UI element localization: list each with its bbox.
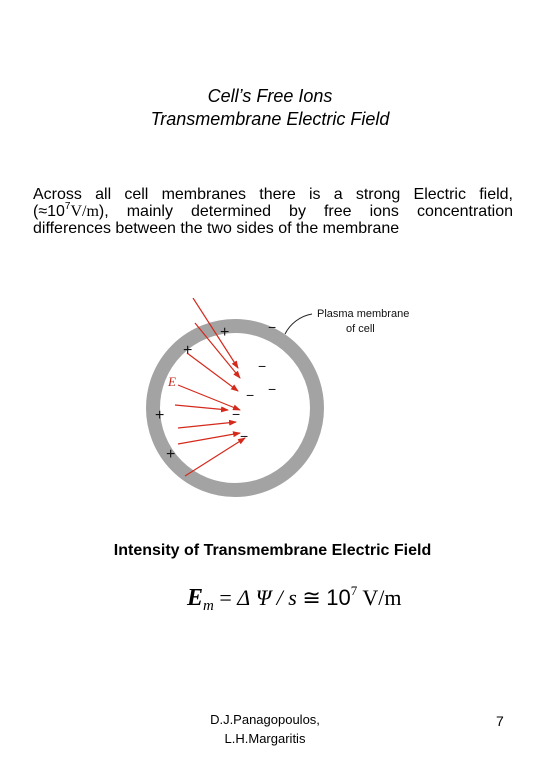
intro-text-after: ), mainly determined by free ions concentration differences between the two sides of the membrane	[33, 203, 513, 237]
slide-title-line1: Cell’s Free Ions	[207, 86, 333, 106]
formula-e: E	[187, 585, 204, 611]
section-subheading: Intensity of Transmembrane Electric Field	[113, 542, 432, 559]
minus-sign: −	[268, 319, 277, 335]
minus-sign: −	[240, 428, 249, 444]
field-magnitude-exponent: 7	[64, 201, 71, 212]
slide-title-line2: Transmembrane Electric Field	[150, 109, 390, 129]
membrane-label-line2: of cell	[346, 323, 375, 335]
field-e-label: E	[168, 374, 176, 389]
formula-base: 10	[326, 585, 351, 610]
formula-exponent: 7	[350, 583, 358, 598]
formula-slash: /	[271, 585, 289, 610]
formula-unit: V/m	[357, 585, 402, 610]
plus-sign: +	[183, 342, 193, 359]
footer-authors	[190, 710, 340, 748]
intro-text-before: Across all cell membranes there is a strong Electric field, (	[33, 186, 513, 220]
footer-authors-line2: L.H.Margaritis	[224, 731, 306, 746]
plus-sign: +	[220, 324, 230, 341]
field-magnitude-unit: V/m	[70, 203, 99, 220]
membrane-label-leader	[285, 314, 312, 334]
field-formula	[187, 585, 402, 615]
membrane-label-line1: Plasma membrane	[317, 308, 410, 320]
formula-delta: Δ	[237, 585, 251, 610]
minus-sign: −	[232, 406, 241, 422]
minus-sign: −	[268, 381, 277, 397]
intro-paragraph	[33, 186, 513, 237]
formula-s: s	[288, 585, 297, 610]
footer-authors-line1: D.J.Panagopoulos,	[210, 712, 320, 727]
plus-sign: +	[166, 446, 176, 463]
minus-sign: −	[258, 358, 267, 374]
approx-symbol: ≈	[38, 203, 48, 220]
formula-psi: Ψ	[255, 585, 272, 610]
field-magnitude-base: 10	[47, 203, 65, 220]
formula-equals: =	[219, 585, 238, 610]
plus-sign: +	[155, 407, 165, 424]
page-number: 7	[496, 713, 504, 729]
membrane-field-diagram	[140, 298, 440, 513]
formula-sub-m: m	[203, 598, 214, 614]
formula-approx: ≅	[296, 585, 327, 610]
minus-sign: −	[246, 387, 255, 403]
